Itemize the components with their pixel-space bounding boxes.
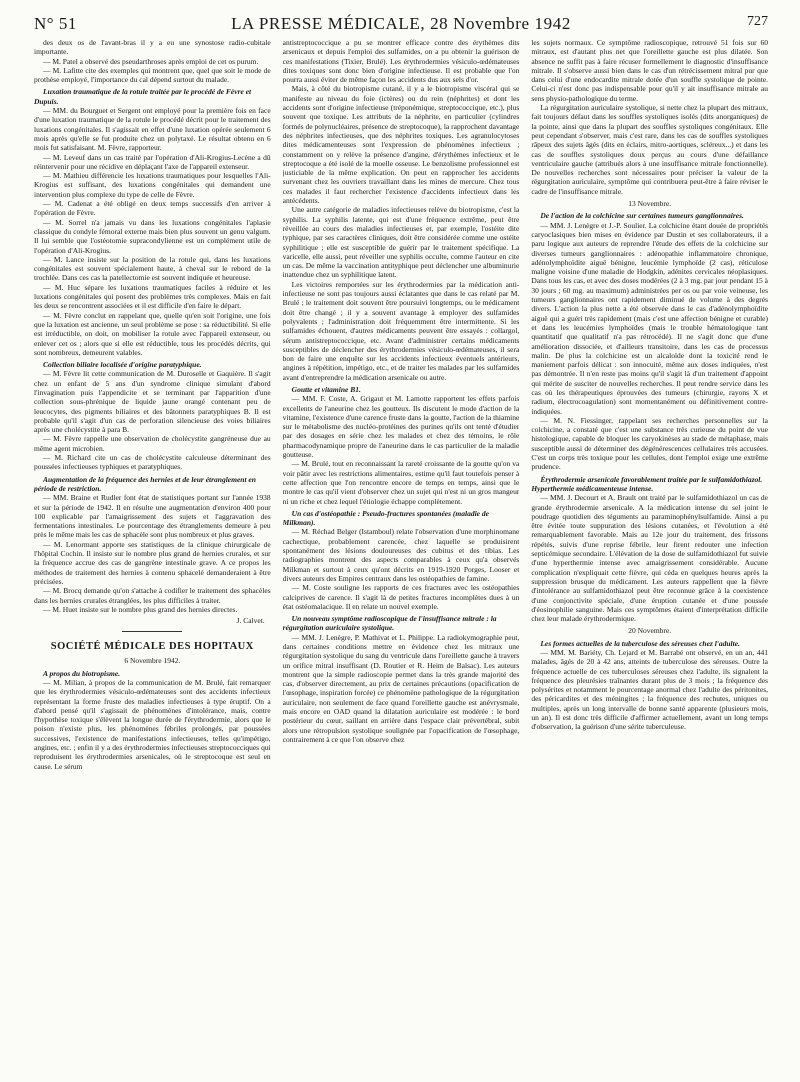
paragraph: — M. Brocq demande qu'on s'attache à codifier le traitement des sphacèles dans les hernies crurales étranglées, les plus difficiles à traiter. [34, 586, 271, 605]
paragraph: La régurgitation auriculaire systolique, si nette chez la plupart des mitraux, fait toujours défaut dans les souffles systoliques isolés (dits anorganiques) de la pointe, ainsi que dans la plupart des souffles systoliques congénitaux. Elle peut cependant s'observer, mais c'est rare, dans les cas de souffles systoliques râpeux des sujets âgés (dits en éclairs, mitro-aortiques, scléreux...) et dans les cas de souffles systoliques doux perçus au cours d'une défaillance ventriculaire gauche (attribués alors à une insuffisance mitrale fonctionnelle). De nouvelles recherches sont nécessaires pour préciser la valeur de la régurgitation auriculaire, symptôme qui contribuera peut-être à faire réviser le cadre de l'insuffisance mitrale. [531, 103, 769, 196]
paragraph: — M. Lenormant apporte ses statistiques de la clinique chirurgicale de l'hôpital Cochin. Il insiste sur le nombre plus grand de hernies crurales, et sur la fréquence accrue des cas de gangrène intestinale grave. A ce propos les méthodes de traitement des hernies à contenu sphacelé demanderaient à être précisées. [34, 539, 271, 586]
paragraph: — MM. M. Bariéty, Ch. Lejard et M. Barrabé ont observé, en un an, 441 malades, âgés de 20 à 42 ans, atteints de tuberculose des séreuses. Outre la fréquence actuelle de ces tuberculoses séreuses chez l'adulte, ils signalent la fréquence des pleurésies traînantes durant plus de 3 mois ; la fréquence des polysérites et notamment le pourcentage anormal chez l'adulte des péritonites, des péricardites et des méningites ; la fréquence des rechutes, uniques ou multiples, après un long intervalle de bonne santé apparente (plusieurs mois, un an). Il est donc très difficile d'affirmer actuellement, avant un long temps d'observation, la guérison d'une sérite tuberculeuse. [531, 648, 769, 732]
paragraph: — M. Lance insiste sur la position de la rotule qui, dans les luxations congénitales est souvent spécialement haute, à cheval sur le rebord de la trochlée. Dans ces cas la patellectomie est souvent indiquée et heureuse. [34, 254, 271, 283]
paragraph: — M. Fèvre rappelle une observation de cholécystite gangréneuse due au même agent microbien. [34, 434, 271, 453]
page-header [34, 12, 768, 38]
paragraph: antistreptococcique a pu se montrer efficace contre des érythèmes dits arsenicaux et depuis l'emploi des sulfamides, on a pu obtenir la guérison de ces manifestations (Tixier, Brulé). Les érythrodermies vésiculo-œdémateuses dites toxiques sont donc bien d'origine infectieuse. Il est probable que l'on pourra aussi éviter de même façon les accidents dus aux sels d'or. [282, 38, 520, 85]
paragraph: — M. Patel a observé des pseudarthroses après emploi de cet os purum. [43, 56, 259, 66]
paragraph: Mais, à côté du biotropisme cutané, il y a le biotropisme viscéral qui se manifeste au niveau du foie (ictères) ou du rein (néphrites) et dont les accidents sont d'origine infectieuse (tréponémique, streptococcique, etc.), plus souvent que toxique. Les attributs de la néphrite, en particulier (cylindres formés de polynucléaires, présence de streptocoque), la rapprochent davantage des néphrites infectieuses, que des néphrites toxiques. Les agranulocytoses dites médicamenteuses sont l'expression de phénomènes infectieux ; constamment on y relève la présence d'angine, d'érythèmes infectieux et le streptocoque a été isolé de la moelle osseuse. Le benzolisme professionnel est justiciable de la même explication. On peut en rapprocher les accidents survenant chez les ouvriers travaillant dans les mines de mercure. Chez tous ces malades il faut rechercher l'existence d'accidents infectieux dans les antécédents. [282, 84, 520, 206]
article-title: Un cas d'ostéopathie : Pseudo-fractures spontanées (maladie de Milkman). [282, 508, 489, 528]
article-title: Collection biliaire localisée d'origine paratyphique. [43, 360, 202, 370]
paragraph: — M. Lafitte cite des exemples qui montrent que, quel que soit le mode de prothèse employé, l'importance du cal dépend surtout du malade. [34, 65, 271, 85]
page-number: 727 [747, 14, 768, 29]
society-heading: SOCIÉTÉ MÉDICALE DES HOPITAUX [50, 641, 254, 653]
session-date: 13 Novembre. [628, 199, 672, 209]
session-date: 20 Novembre. [628, 626, 672, 636]
paragraph: — M. Brulé, tout en reconnaissant la rareté croissante de la goutte qu'on va voir pâtir avec les restrictions alimentaires, estime qu'il faut toutefois penser à cette affection que l'on rencontre encore de temps en temps, ainsi que le montre le cas qu'il vient d'observer chez un sujet qui n'est ni un gros mangeur ni un riche et chez lequel l'étiologie échappe complètement. [282, 459, 520, 506]
paragraph: — M. Sorrel n'a jamais vu dans les luxations congénitales l'aplasie classique du condyle fémoral externe mais bien plus souvent un genu valgum. Il lui semble que l'ostéotomie supracondylienne est un complément utile de l'opération d'Ali-Krogius. [34, 217, 271, 255]
paragraph: — M. Cadenat a été obligé en deux temps successifs d'en arriver à l'opération de Fèvre. [34, 199, 271, 218]
paragraph: — M. Milian, à propos de la communication de M. Brulé, fait remarquer que les érythrodermies vésiculo-œdémateuses sont des accidents infectieux représentant la forme fruste des maladies infectieuses à type éruptif. On a d'abord pensé qu'il s'agissait de phénomènes d'intolérance, mais, contre l'hypothèse toxique s'élèvent la longue durée de l'érythrodermie, alors que le poison n'existe plus, les phénomènes fébriles prolongés, par poussées successives, l'existence de manifestations infectieuses, telles qu'impétigo, angines, etc. ; enfin il y a des érythrodermies infectieuses streptococciques qui reproduisent les érythrodermies arsenicales, où le streptocoque est seul en cause. Le sérum [34, 678, 271, 771]
article-title: Augmentation de la fréquence des hernies et de leur étranglement en période de restriction. [34, 474, 256, 493]
journal-title: LA PRESSE MÉDICALE, 28 Novembre 1942 [231, 14, 571, 33]
paragraph: — MM. J. Decourt et A. Brault ont traité par le sulfamidothiazol un cas de grande érythrodermie arsenicale. A la médication intense du sel joint le poudrage quotidien des téguments au paraminophénylsulfamide. Ainsi a pu être évitée toute suppuration des lésions cutanées, et l'évolution a été remarquablement favorable. Mais au 12e jour du traitement, des frissons répétés, suivis d'une reprise fébrile, leur firent redouter une infection septicémique secondaire. L'élévation de la dose de sulfamidothiazol fut suivie d'une hyperthermie intense avec amaigrissement considérable. Aucune complication n'expliquait cette fièvre, qui céda en quelques heures après la suppression brusque du médicament. Les auteurs rappellent que la fièvre d'intolérance au sulfamidothiazol peut être reconnue grâce à la coexistence d'une conjonctivite spéciale, d'une éruption cutanée et d'une poussée d'éosinophilie sanguine. Mais ces symptômes étaient d'interprétation difficile chez leur malade érythrodermique. [531, 493, 769, 624]
article-title: Goutte et vitamine B1. [291, 384, 361, 394]
author-signature: J. Calvet. [236, 616, 265, 626]
paragraph: — M. Fèvre conclut en rappelant que, quelle qu'en soit l'origine, une fois que la luxation est ancienne, un seul problème se pose : sa réductibilité. Si elle est irréductible, on doit, on mobiliser la rotule avec l'appareil extenseur, ou enlever cet os ; alors que si elle est réductible, tous les procédés décrits, qui sont nombreux, demeurent valables. [34, 310, 271, 357]
paragraph: — M. Fèvre lit cette communication de M. Duroselle et Gaquière. Il s'agit chez un enfant de 5 ans d'un syndrome clinique simulant d'abord l'invagination puis l'appendicite et se terminant par l'apparition d'une collection sous-phrénique de liquide jaune orangé contenant peu de leucocytes, des pigments biliaires et des bâtonnets paratyphiques B. Il est probable qu'il s'agit d'un cas de perforation silencieuse des voies biliaires après une cholécystite à para B. [34, 369, 271, 435]
paragraph: — M. Huet insiste sur le nombre plus grand des hernies directes. [43, 604, 238, 614]
paragraph: — M. N. Fiessinger, rappelant ses recherches personnelles sur la colchicine, a constaté que c'est une substance très curieuse du point de vue histologique, capable de bloquer les caryokinèses au stade de métaphase, mais susceptible aussi de déterminer des dégénérescences cellulaires très accusées. C'est un corps très toxique pour les cellules, dont l'emploi exige une extrême prudence. [531, 415, 769, 472]
paragraph: — MM. F. Coste, A. Grigaut et M. Lamotte rapportent les effets parfois excellents de l'aneurine chez les goutteux. Ils discutent le mode d'action de la vitamine, l'existence d'une carence fruste dans la goutte, l'action de la thiamine sur le métabolisme des nucléo-protéines des purines qu'ils ont tenté d'étudier par des dosages en série chez les malades et chez des témoins, le rôle pharmacodynamique propre de l'aneurine dans le cas particulier de la maladie goutteuse. [282, 394, 520, 460]
section-divider [122, 631, 182, 632]
issue-number: N° 51 [34, 14, 77, 33]
paragraph: — M. Huc sépare les luxations traumatiques faciles à réduire et les luxations congénitales qui posent des problèmes très complexes. Mais en fait les deux se rencontrent associées et il est difficile d'en faire le départ. [34, 282, 271, 311]
paragraph: — MM. J. Lenègre et J.-P. Soulier. La colchicine étant douée de propriétés caryoclasiques bien mises en évidence par Dustin et ses collaborateurs, il a paru logique aux auteurs de reprendre l'étude des effets de la colchicine sur diverses tumeurs ganglionnaires : adénopathie inflammatoire chronique, adénolymphoïdite aiguë bénigne, leucémie lymphoïde (2 cas), réticulose maligne voisine d'une maladie de Hodgkin, adénites cervicales néoplasiques. Dans tous les cas, et avec des doses modérées (2 à 3 mg. par jour pendant 15 à 30 jours ; 60 mg. au maximum) administrées per os ou par voie veineuse, les tumeurs ganglionnaires ont rapidement diminué de volume à des degrés divers. L'action la plus nette a été observée dans le cas d'adénolymphoïdite aiguë qui a guéri très rapidement (mais c'est une affection bénigne et curable) et dans les leucémies lymphoïdes (mais le trouble hématologique tant quantitatif que qualitatif n'a pas rétrocédé). Il ne s'agit donc que d'une amélioration dissociée, et d'ailleurs transitoire, dans les cas de processus malin. De plus la colchicine est un alcaloïde dont la toxicité rend le maniement parfois délicat : son innocuité, même aux doses indiquées, n'est pas démontrée. Il n'en reste pas moins qu'il s'agit là d'un traitement d'appoint qui mérite de susciter de nouvelles recherches. Il peut rendre service dans les cas où les thérapeutiques éprouvées des tumeurs (chirurgie, rayons X et radium, électrocoagulation) sont momentanément ou définitivement contre-indiquées. [531, 220, 769, 416]
paragraph: — M. Richard cite un cas de cholécystite calculeuse déterminant des poussées infectieuses typhiques et paratyphiques. [34, 453, 271, 472]
paragraph: — M. Réchad Belger (Istamboul) relate l'observation d'une morphinomane cachectique, probablement carencée, chez laquelle se produisirent spontanément des lésions douloureuses des cubitus et des tibias. Les radiographies montrent des aspects comparables à ceux qu'a observés Milkman et surtout à ceux qu'ont décrits en 1919-1920 Porges, Looser et divers auteurs des Empires centraux dans les ostéopathies de famine. [282, 527, 520, 583]
column-3 [531, 38, 768, 1078]
paragraph: Les victoires remportées sur les érythrodermies par la médication anti-infectieuse ne sont pas toujours aussi éclatantes que dans le cas relaté par M. Brulé ; le traitement doit souvent être poursuivi longtemps, ou le médicament doit être changé ; il y a souvent avantage à employer des sulfamides polyvalents ; l'administration doit fréquemment être intermittente. Si les sulfamides échouent, d'autres médicaments peuvent être essayés : collargol, sérum antistreptococcique, etc. Avant d'administrer certains médicaments susceptibles de déclencher des érythrodermies vésiculo-œdémateuses, il sera bon de faire une enquête sur les accidents infectieux éventuels antérieurs, angines à répétition, impétigo, etc., et de traiter les malades par les sulfamides avant d'entreprendre la médication arsenicale ou autre. [282, 279, 520, 382]
paragraph: — MM. J. Lenègre, P. Mathivat et L. Philippe. La radiokymographie peut, dans certaines conditions mettre en évidence chez les mitraux une régurgitation systolique du sang du ventricule dans l'oreillette gauche à travers un orifice mitral insuffisant (D. Routier et R. Heim de Balsac). Les auteurs montrent que la simple radioscopie permet dans la très grande majorité des cas, d'observer directement, au prix de certaines précautions (opacification de l'œsophage, inspiration forcée) ce phénomène pathologique de la régurgitation auriculaire, non seulement de face quand l'oreillette gauche est anévrysmale, mais encore en OAD quand la dilatation auriculaire est modérée : le bord postérieur du cœur, saillant en arrière dans l'espace clair prévertébral, subit alors une rétropulsion systolique soulignée par l'opacification de l'œsophage, contrairement à ce que l'on observe chez [282, 632, 520, 744]
paragraph: les sujets normaux. Ce symptôme radioscopique, retrouvé 51 fois sur 60 mitraux, est d'autant plus net que l'oreillette gauche est plus dilatée. Son absence ne suffit pas à faire récuser formellement le diagnostic d'insuffisance mitrale. Il s'observe aussi bien dans le cas d'un rétrécissement mitral pur que dans celui d'une endocardite mitrale dotée d'un souffle systolique de pointe. Celui-ci n'est donc pas indispensable pour qu'il y ait insuffisance mitrale au sens physio-pathologique du terme. [531, 38, 769, 103]
columns [34, 38, 768, 1078]
article-title: De l'action de la colchicine sur certaines tumeurs ganglionnaires. [540, 211, 744, 221]
paragraph: — MM. Braine et Rudler font état de statistiques portant sur l'année 1938 et sur la période de 1942. Il en résulte une augmentation d'environ 400 pour 100 explicable par l'amaigrissement des sujets et l'aggravation des fermentations intestinales. Le pourcentage des étranglements demeure à peu près le même mais les cas de sphacèle sont plus nombreux et plus graves. [34, 493, 271, 540]
column-2 [283, 38, 520, 1078]
session-date: 6 Novembre 1942. [124, 656, 181, 666]
article-title: Les formes actuelles de la tuberculose des séreuses chez l'adulte. [540, 638, 740, 648]
paragraph: — M. Coste souligne les rapports de ces fractures avec les ostéopathies calciprives de carence. Il s'agit là de petites fractures incomplètes dues à un état ostéomalacique. Il en relate un nouvel exemple. [282, 583, 520, 611]
article-title: Érythrodermie arsenicale favorablement traitée par le sulfamidothiazol. Hyperthermie médicamenteuse intense. [531, 474, 763, 493]
paragraph: Une autre catégorie de maladies infectieuses relève du biotropisme, c'est la syphilis. La syphilis latente, qui est d'une fréquence extrême, peut être réveillée au cours des maladies infectieuses et, par exemple, l'ostéite dite typhique, par ses caractères cliniques, doit être considérée comme une ostéite syphilitique ; elle est susceptible de guérir par le traitement spécifique. La varicelle, elle aussi, peut réveiller une syphilis occulte, comme l'auteur en cite un cas. De même la vaccination antityphique peut déclencher une albuminurie inattendue chez un syphilitique latent. [282, 205, 520, 280]
paragraph: — M. Mathieu différencie les luxations traumatiques pour lesquelles l'Ali-Krogius est suffisant, des luxations congénitales qui demandent une intervention plus complexe du type de celle de Fèvre. [34, 171, 271, 199]
paragraph: — M. Leveuf dans un cas traité par l'opération d'Ali-Krogius-Lecène a dû réintervenir pour une récidive en déplaçant l'axe de l'appareil extenseur. [34, 152, 271, 171]
article-title: Luxation traumatique de la rotule traitée par le procédé de Fèvre et Dupuis. [34, 87, 252, 106]
article-title: Un nouveau symptôme radioscopique de l'insuffisance mitrale : la régurgitation auriculaire systolique. [282, 614, 497, 633]
article-title: A propos du biotropisme. [43, 668, 121, 678]
paragraph: — MM. du Bourguet et Sergent ont employé pour la première fois en face d'une luxation traumatique de la rotule le procédé décrit pour le traitement des luxations congénitales. Il s'agissait en effet d'une luxation opérée seulement 6 mois après qu'elle se fut produite chez un polytaxé. Le résultat obtenu en 6 mois fut satisfaisant. M. Fèvre, rapporteur. [34, 106, 271, 153]
column-1 [34, 38, 271, 1078]
paragraph: des deux os de l'avant-bras il y a eu une synostose radio-cubitale importante. [34, 38, 271, 57]
